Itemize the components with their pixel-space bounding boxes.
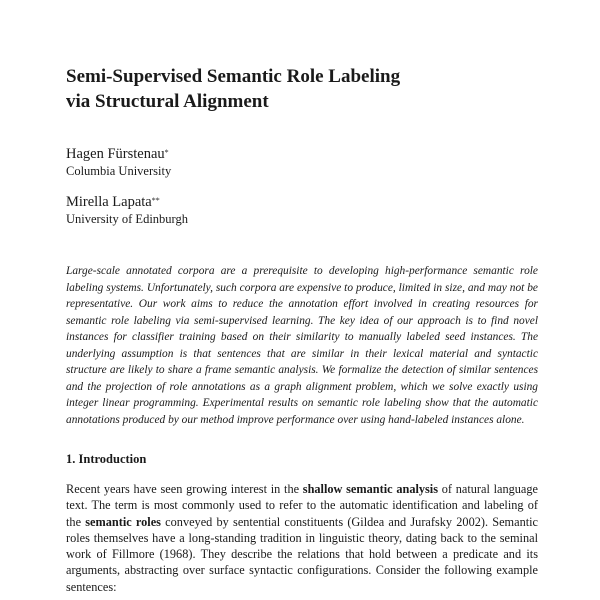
author-footnote-mark: * <box>164 148 169 157</box>
author-block-2 <box>66 194 188 227</box>
abstract: Large-scale annotated corpora are a prerequisite to developing high-performance semantic role labeling systems. Unfortunately, such corpora are expensive to produce, limited in size, and may not be representative. Our work aims to reduce the annotation effort involved in creating resources for semantic role labeling via semi-supervised learning. The key idea of our approach is to find novel instances for classifier training based on their similarity to manually labeled seed instances. The underlying assumption is that sentences that are similar in their lexical material and syntactic structure are likely to share a frame semantic analysis. We formalize the detection of similar sentences and the projection of role annotations as a graph alignment problem, which we solve exactly using integer linear programming. Experimental results on semantic role labeling show that the automatic annotations produced by our method improve performance over using hand-labeled instances alone. <box>66 265 538 426</box>
term-semantic-roles: semantic roles <box>85 514 161 529</box>
author-name: Mirella Lapata** <box>66 194 160 210</box>
author-affiliation: University of Edinburgh <box>66 212 188 226</box>
term-shallow-semantic-analysis: shallow semantic analysis <box>302 482 439 496</box>
author-name: Hagen Fürstenau* <box>66 146 169 162</box>
author-affiliation: Columbia University <box>66 164 172 178</box>
title-line-2: via Structural Alignment <box>66 91 269 112</box>
section-heading: 1. Introduction <box>66 452 147 466</box>
author-footnote-mark: ** <box>151 196 160 205</box>
introduction-paragraph: Recent years have seen growing interest in the shallow semantic analysis of natural language text. The term is most commonly used to refer to the automatic identification and labeling of the semantic roles conveyed by sentential constituents (Gildea and Jurafsky 2002). Semantic roles themselves have a long-standing tradition in linguistic theory, dating back to the seminal work of Fillmore (1968). They describe the relations that hold between a predicate and its arguments, abstracting over surface syntactic configurations. Consider the following example sentences: <box>66 482 539 594</box>
title-line-1: Semi-Supervised Semantic Role Labeling <box>66 66 401 87</box>
author-block-1 <box>66 146 171 179</box>
paper-title <box>66 64 546 114</box>
